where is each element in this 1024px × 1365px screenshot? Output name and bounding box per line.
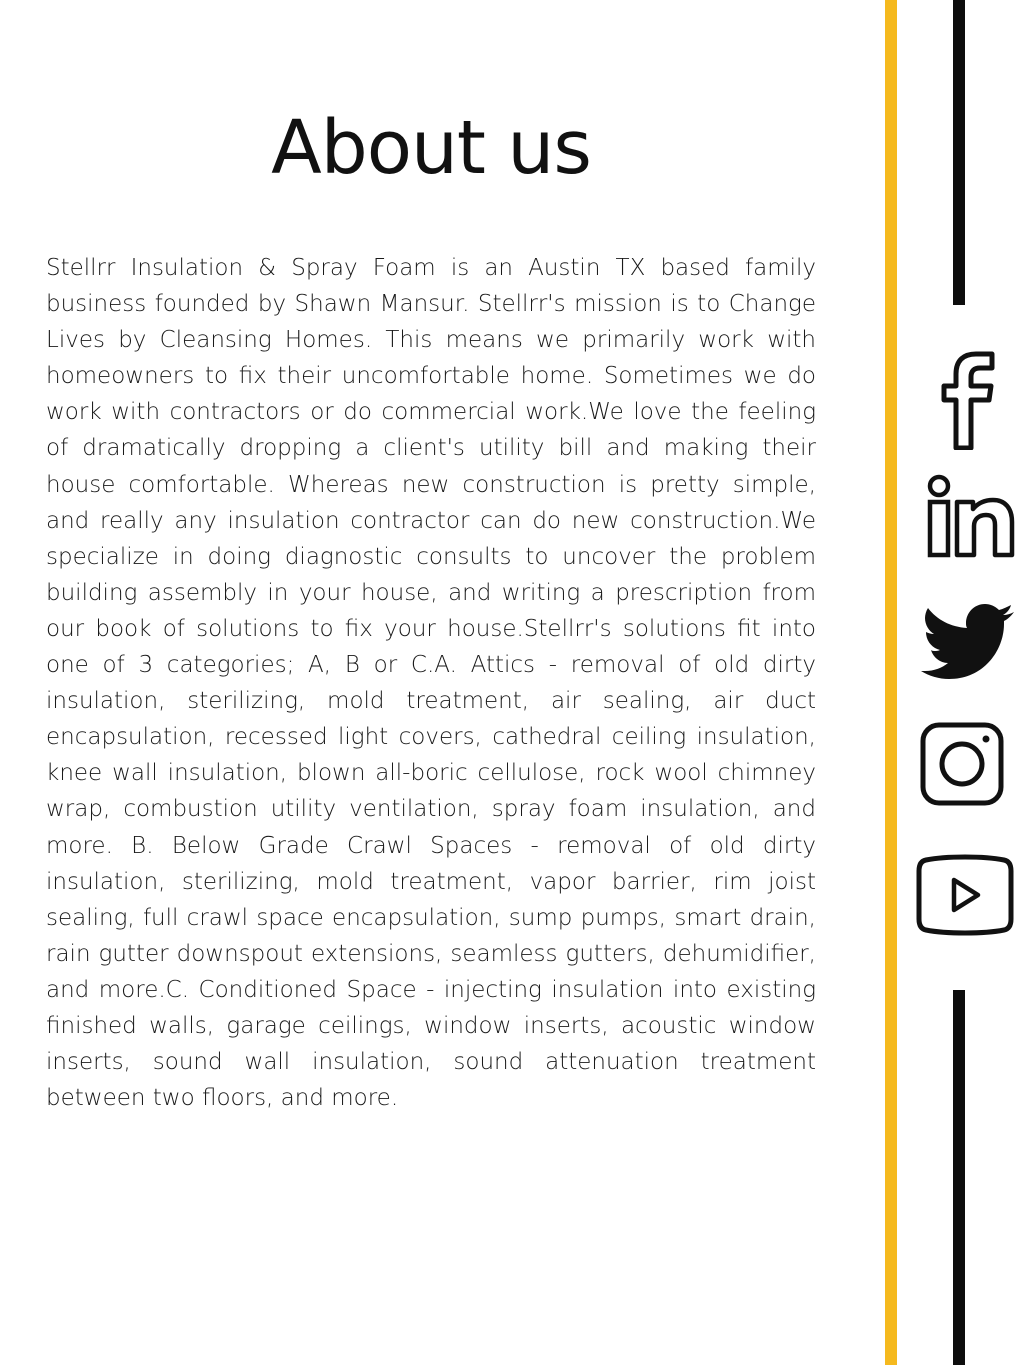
- page-title: About us: [271, 105, 591, 191]
- youtube-icon[interactable]: [916, 854, 1014, 936]
- twitter-icon[interactable]: [920, 602, 1016, 684]
- instagram-icon[interactable]: [920, 722, 1004, 806]
- linkedin-icon[interactable]: [925, 474, 1015, 558]
- facebook-icon[interactable]: [940, 350, 996, 450]
- accent-divider: [885, 0, 897, 1365]
- about-paragraph: Stellrr Insulation & Spray Foam is an Austin TX based family business founded by Shawn Mansur. Stellrr's mission is to Change Lives by Cleansing Homes. This means we primarily work with homeowners to fix their uncomfortable home. Sometimes we do work with contractors or do commercial work.We love the feeling of dramatically dropping a client's utility bill and making their house comfortable. Whereas new construction is pretty simple, and really any insulation contractor can do new construction.We specialize in doing diagnostic consults to uncover the problem building assembly in your house, and writing a prescription from our book of solutions to fix your house.Stellrr's solutions fit into one of 3 categories; A, B or C.A. Attics - removal of old dirty insulation, sterilizing, mold treatment, air sealing, air duct encapsulation, recessed light covers, cathedral ceiling insulation, knee wall insulation, blown all-boric cellulose, rock wool chimney wrap, combustion utility ventilation, spray foam insulation, and more. B. Below Grade Crawl Spaces - removal of old dirty insulation, sterilizing, mold treatment, vapor barrier, rim joist sealing, full crawl space encapsulation, sump pumps, smart drain, rain gutter downspout extensions, seamless gutters, dehumidifier, and more.C. Conditioned Space - injecting insulation into existing finished walls, garage ceilings, window inserts, acoustic window inserts, sound wall insulation, sound attenuation treatment between two floors, and more.: [46, 255, 816, 1112]
- divider-bottom: [953, 990, 965, 1365]
- divider-top: [953, 0, 965, 305]
